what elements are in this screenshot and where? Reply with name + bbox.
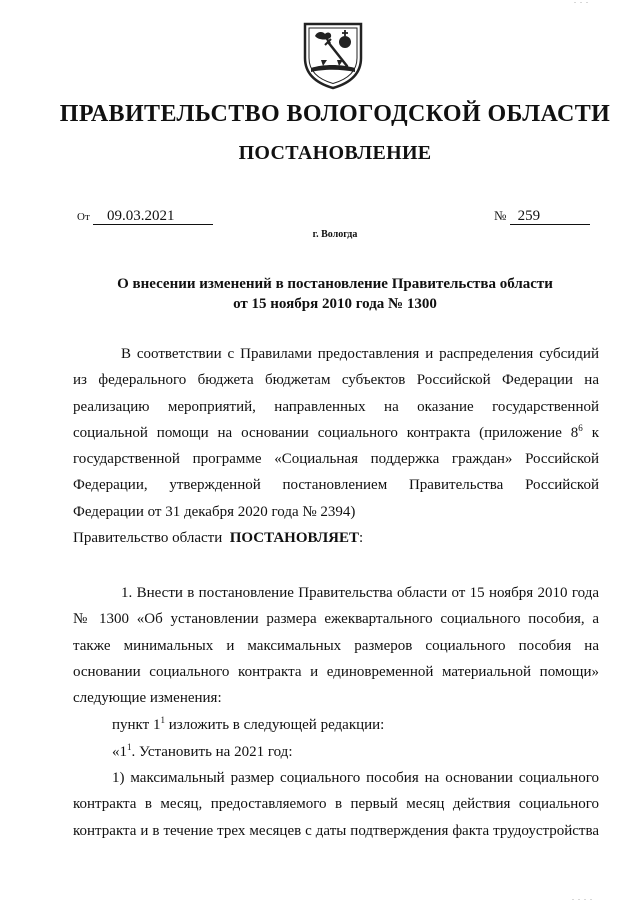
resolves-suffix: : — [358, 530, 364, 546]
organization-title: ПРАВИТЕЛЬСТВО ВОЛОГОДСКОЙ ОБЛАСТИ — [59, 101, 611, 127]
resolves-line — [73, 528, 599, 548]
preamble-paragraph — [73, 341, 599, 525]
date-label: От — [77, 211, 90, 223]
page-mark-bottom: . . . . — [572, 893, 593, 902]
document-subject — [0, 274, 640, 314]
item-1-paragraph: 1. Внести в постановление Правительства области от 15 ноября 2010 года № 1300 «Об установлении размера ежеквартального социального пособия, а также минимальных и максимальных размеров социального пособия на основании социального контракта и единовременной материальной помощи» следующие изменения: — [73, 585, 599, 707]
subitem-1-paragraph: 1) максимальный размер социального пособия на основании социального контракта в месяц, предоставляемого в первый месяц действия социального контракта и в течение трех месяцев с даты подтверждения факта трудоустройства — [73, 770, 599, 839]
page-mark-top: . . . — [574, 0, 589, 5]
point-superscript: 1 — [160, 715, 165, 725]
quote-prefix: «1 — [112, 744, 127, 760]
city-label: г. Вологда — [312, 229, 358, 240]
document-type: ПОСТАНОВЛЕНИЕ — [238, 142, 432, 164]
quote-suffix: . Установить на 2021 год: — [131, 744, 293, 760]
document-date: 09.03.2021 — [93, 209, 213, 225]
preamble-text-2: к государственной программе «Социальная поддержка граждан» Российской Федерации, утвержденной постановлением Правительства Российской Федерации от 31 декабря 2020 года № 2394) — [73, 424, 599, 520]
document-number-line — [494, 208, 590, 225]
quote-line — [73, 739, 638, 765]
resolves-keyword: ПОСТАНОВЛЯЕТ — [229, 530, 359, 546]
document-number: 259 — [510, 209, 590, 225]
preamble-text-1: В соответствии с Правилами предоставления и распределения субсидий из федерального бюджета бюджетам субъектов Российской Федерации на реализацию мероприятий, направленных на оказание государственной социальной помощи на основании социального контракта (приложение 8 — [73, 346, 599, 441]
quote-superscript: 1 — [127, 742, 132, 752]
document-date-line — [77, 208, 213, 225]
coat-of-arms-emblem — [301, 20, 365, 90]
resolves-prefix: Правительство области — [73, 530, 223, 546]
point-suffix: изложить в следующей редакции: — [164, 717, 385, 733]
point-prefix: пункт 1 — [112, 717, 161, 733]
subject-line-1: О внесении изменений в постановление Правительства области — [117, 276, 553, 292]
subject-line-2: от 15 ноября 2010 года № 1300 — [233, 296, 437, 312]
number-label: № — [494, 208, 507, 223]
preamble-superscript: 6 — [578, 422, 583, 433]
point-line — [73, 712, 638, 738]
